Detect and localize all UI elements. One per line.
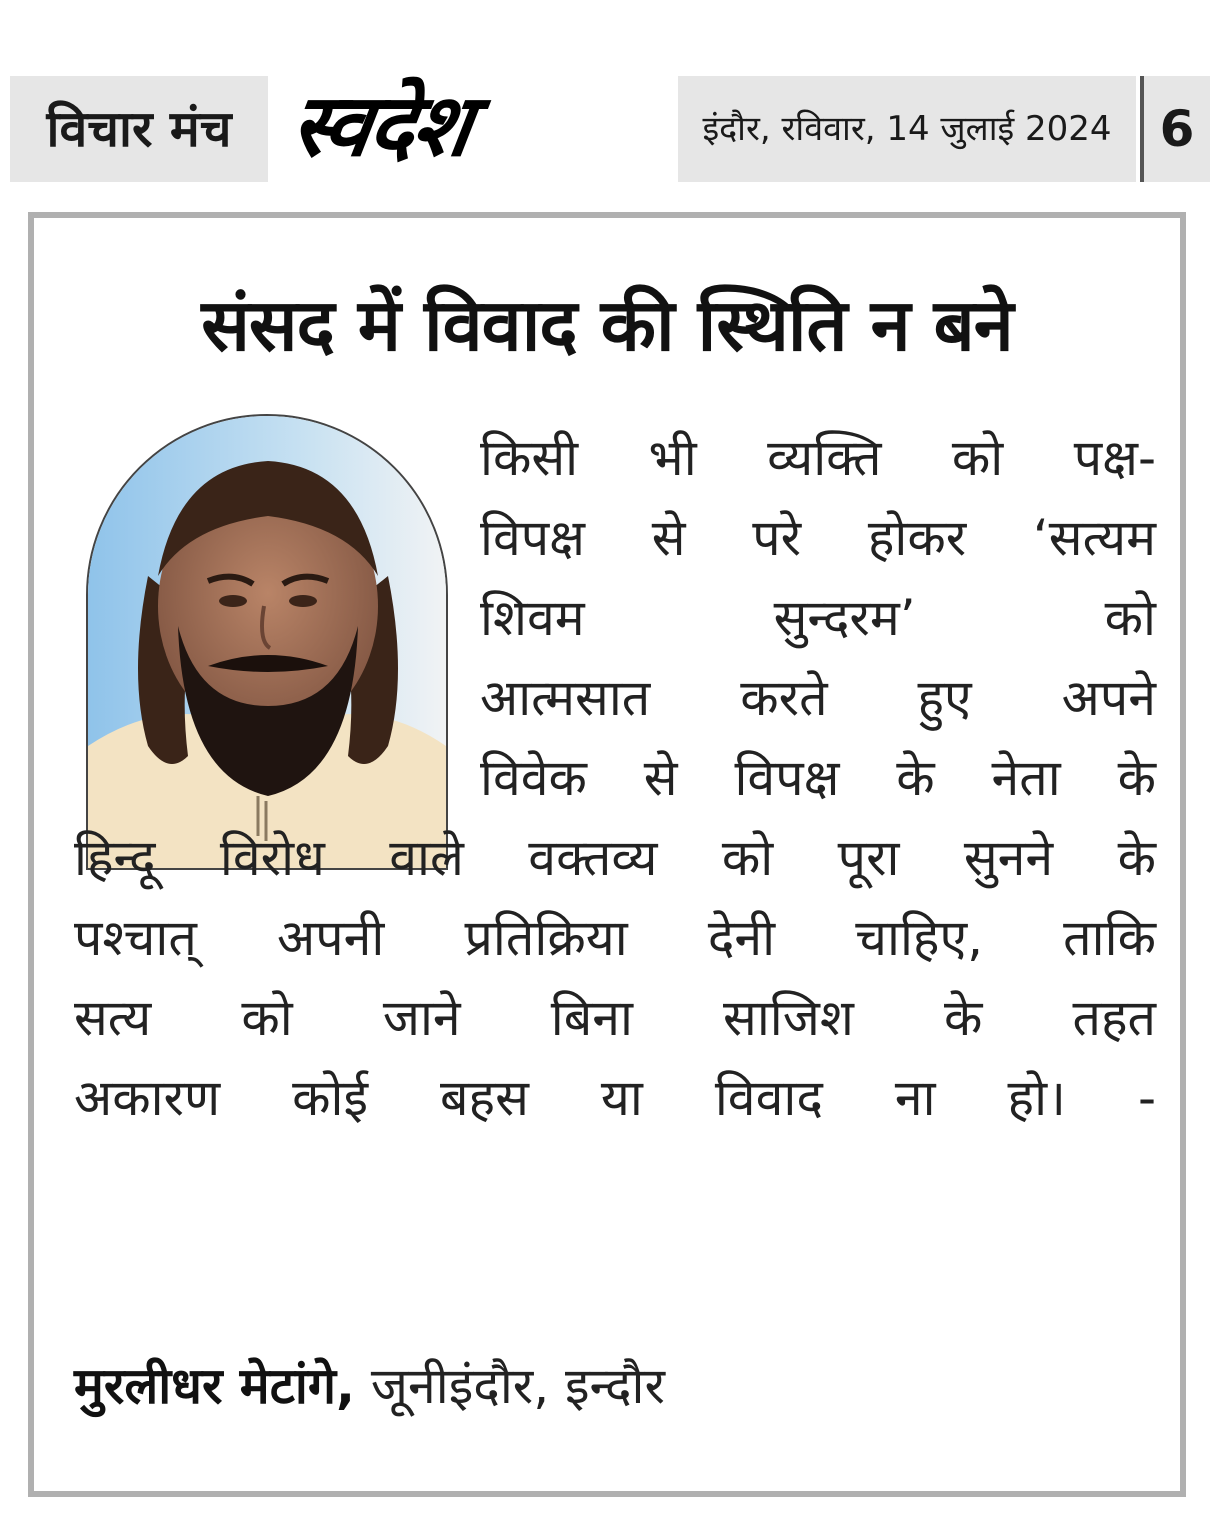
newspaper-masthead: स्वदेश [284,75,477,176]
text-line: सत्य को जाने बिना साजिश के तहत [74,989,1156,1047]
page-number: 6 [1144,76,1210,182]
text-line: आत्मसात करते हुए अपने [480,669,1156,727]
author-portrait-icon [86,414,448,870]
page-header [10,76,1210,182]
text-line: हिन्दू विरोध वाले वक्तव्य को पूरा सुनने के [74,829,1156,887]
text-line: पश्चात् अपनी प्रतिक्रिया देनी चाहिए, ताकि [74,909,1156,967]
text-line: शिवम सुन्दरम’ को [480,589,1156,647]
section-label: विचार मंच [10,76,268,182]
body-text-full-width [74,818,1156,1138]
author-signature [74,1346,1156,1426]
text-line: विवेक से विपक्ष के नेता के [480,749,1156,807]
text-line: किसी भी व्यक्ति को पक्ष- [480,429,1156,487]
text-line: अकारण कोई बहस या विवाद ना हो। - [74,1069,1156,1127]
text-line: विपक्ष से परे होकर ‘सत्यम [480,509,1156,567]
author-location: जूनीइंदौर, इन्दौर [370,1357,665,1415]
article-headline: संसद में विवाद की स्थिति न बने [201,283,1013,367]
author-name: मुरलीधर मेटांगे, [74,1357,356,1415]
dateline: इंदौर, रविवार, 14 जुलाई 2024 [678,76,1136,182]
body-text-beside-photo [480,418,1156,818]
letter-article [28,212,1186,1497]
